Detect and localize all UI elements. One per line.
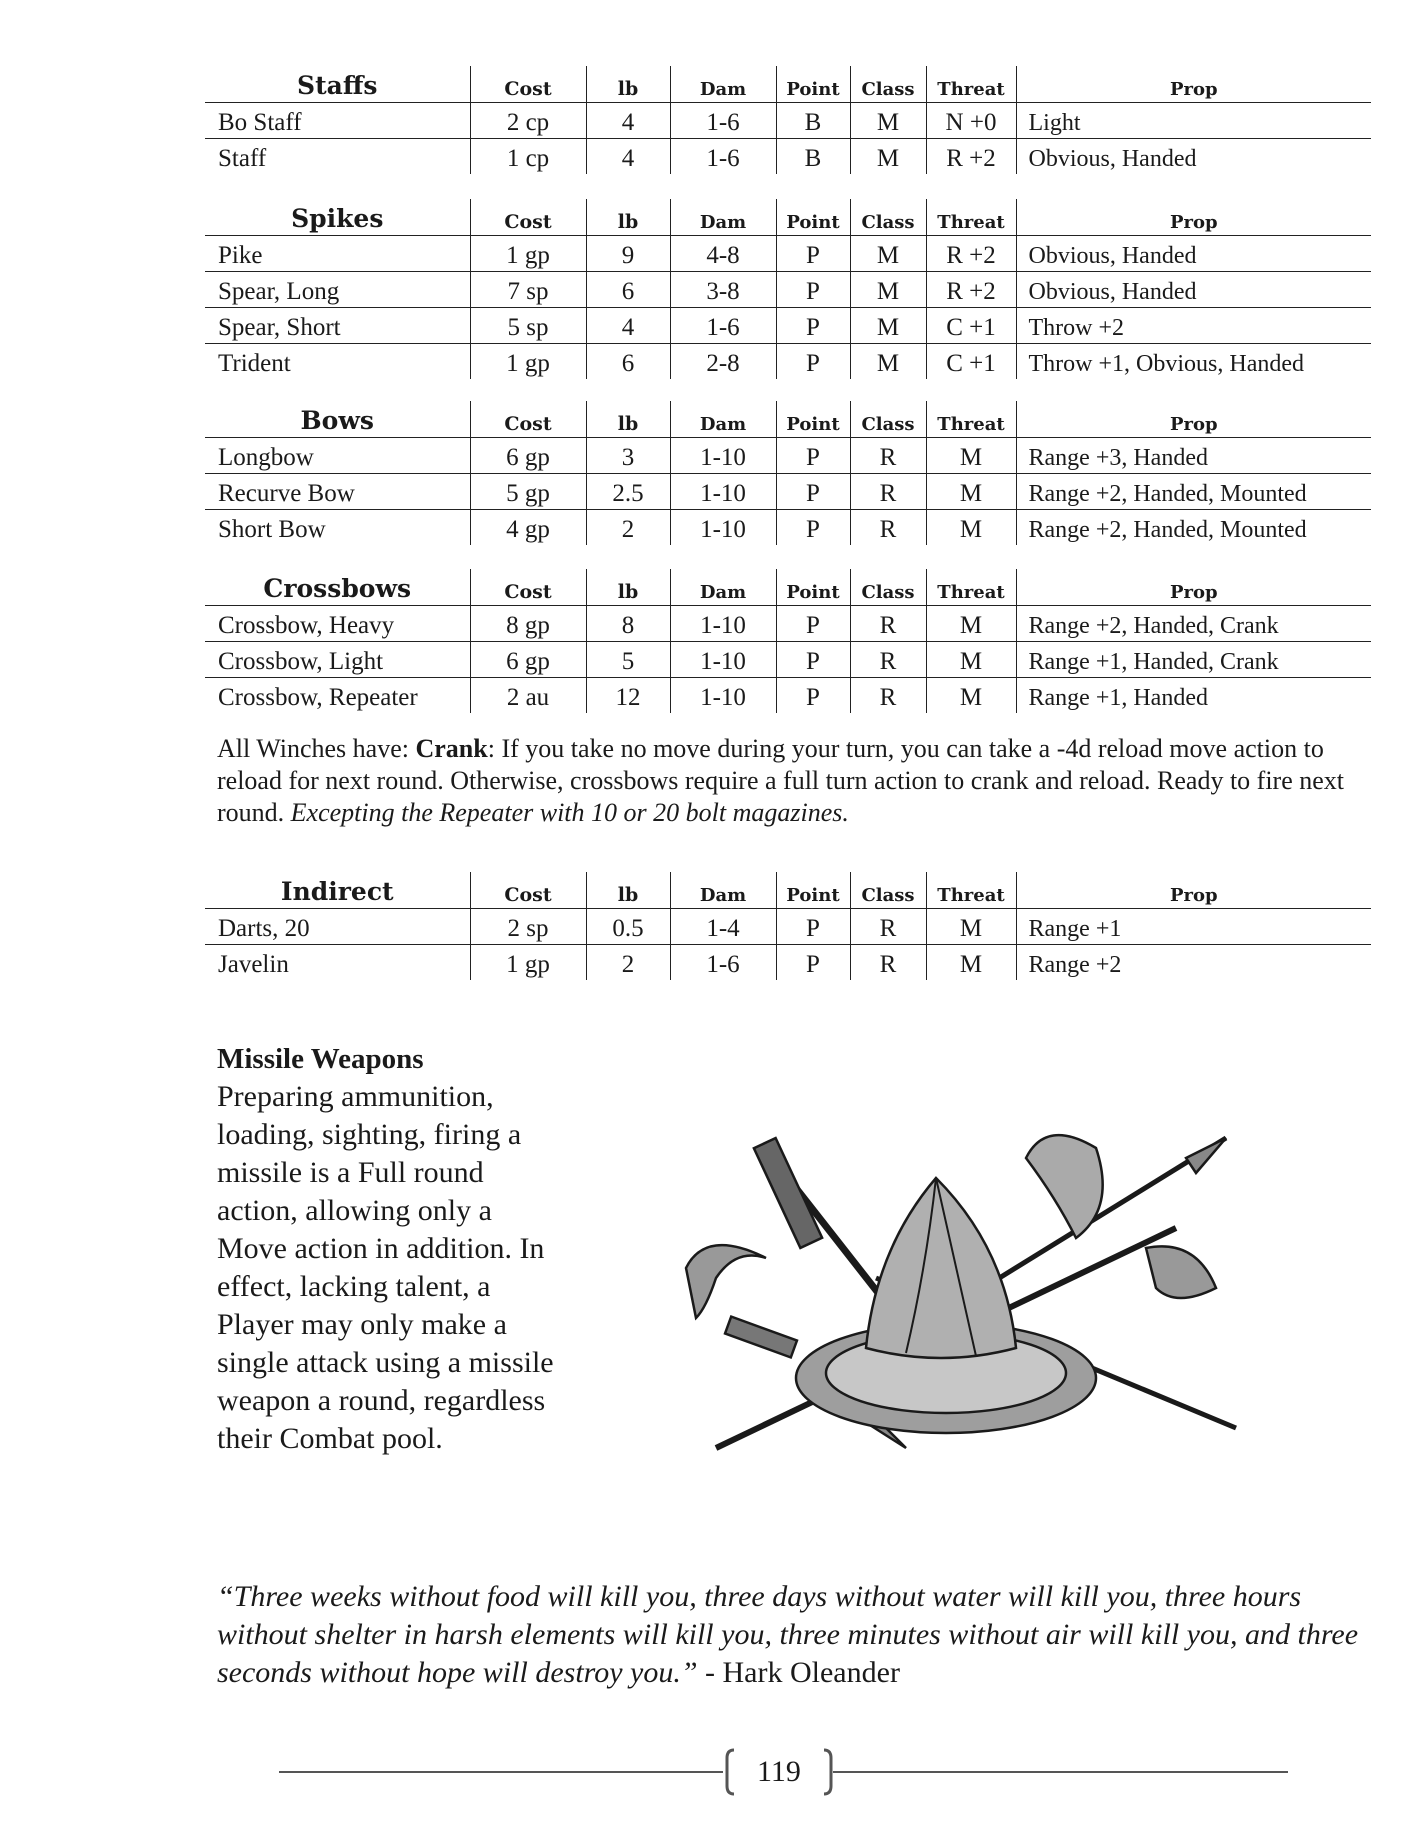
cell: 8 xyxy=(586,606,670,642)
cell: P xyxy=(776,606,850,642)
col-header: Class xyxy=(850,872,926,909)
cell: M xyxy=(926,474,1016,510)
cell: 1-6 xyxy=(670,103,776,139)
quote-attribution: - Hark Oleander xyxy=(697,1656,900,1689)
cell: Range +1, Handed, Crank xyxy=(1016,642,1371,678)
missile-heading: Missile Weapons xyxy=(217,1043,424,1075)
footer-rule-left xyxy=(279,1771,723,1773)
cell: M xyxy=(850,344,926,380)
col-header: Dam xyxy=(670,569,776,606)
missile-body: Preparing ammunition, loading, sighting, firing a missile is a Full round action, allowing only a Move action in addition. In effect, lacking talent, a Player may only make a single attack using a missile weapon a round, regardless their Combat pool. xyxy=(217,1080,554,1455)
cell: 2 sp xyxy=(470,909,586,945)
group-name: Staffs xyxy=(297,71,378,100)
cell: 0.5 xyxy=(586,909,670,945)
table-row xyxy=(205,139,1371,175)
col-header: Point xyxy=(776,872,850,909)
col-header: lb xyxy=(586,66,670,103)
group-name: Spikes xyxy=(291,204,384,233)
cell: Pike xyxy=(218,242,263,269)
cell: P xyxy=(776,510,850,546)
cell: 1-4 xyxy=(670,909,776,945)
col-header: lb xyxy=(586,401,670,438)
quote-text: “Three weeks without food will kill you, three days without water will kill you, three hours without shelter in harsh elements will kill you, three minutes without air will kill you, and three seconds without hope will destroy you.” xyxy=(217,1580,1359,1689)
cell: Obvious, Handed xyxy=(1016,272,1371,308)
cell: 2.5 xyxy=(586,474,670,510)
cell: P xyxy=(776,474,850,510)
col-header: Class xyxy=(850,199,926,236)
cell: R xyxy=(850,474,926,510)
col-header: Point xyxy=(776,199,850,236)
cell: 1-6 xyxy=(670,945,776,981)
table-row xyxy=(205,678,1371,714)
cell: 6 xyxy=(586,272,670,308)
cell: 4 xyxy=(586,308,670,344)
cell: Throw +2 xyxy=(1016,308,1371,344)
table-row xyxy=(205,606,1371,642)
col-header: Cost xyxy=(470,401,586,438)
cell: 3 xyxy=(586,438,670,474)
cell: 3-8 xyxy=(670,272,776,308)
bows-table xyxy=(205,401,1371,545)
cell: M xyxy=(850,139,926,175)
cell: 6 xyxy=(586,344,670,380)
cell: Range +2, Handed, Mounted xyxy=(1016,510,1371,546)
cell: Throw +1, Obvious, Handed xyxy=(1016,344,1371,380)
cell: Staff xyxy=(218,145,267,172)
cell: 1 gp xyxy=(470,236,586,272)
cell: Crossbow, Repeater xyxy=(218,684,418,711)
cell: Range +1, Handed xyxy=(1016,678,1371,714)
col-header: Threat xyxy=(926,66,1016,103)
cell: Longbow xyxy=(218,444,314,471)
missile-weapons-section xyxy=(217,1040,557,1458)
cell: Obvious, Handed xyxy=(1016,236,1371,272)
weapons-helmet-shield-icon xyxy=(676,1118,1276,1478)
col-header: Prop xyxy=(1016,66,1371,103)
cell: 5 sp xyxy=(470,308,586,344)
group-name: Bows xyxy=(300,406,374,435)
cell: 1-10 xyxy=(670,474,776,510)
col-header: Dam xyxy=(670,66,776,103)
col-header: Threat xyxy=(926,199,1016,236)
quote xyxy=(217,1578,1377,1692)
table-header-row xyxy=(205,66,1371,103)
group-name: Crossbows xyxy=(263,574,412,603)
col-header: Prop xyxy=(1016,872,1371,909)
table-row xyxy=(205,103,1371,139)
cell: P xyxy=(776,344,850,380)
table-row xyxy=(205,236,1371,272)
cell: 2 cp xyxy=(470,103,586,139)
cell: 6 gp xyxy=(470,438,586,474)
cell: R xyxy=(850,510,926,546)
cell: 1-10 xyxy=(670,642,776,678)
cell: Crossbow, Heavy xyxy=(218,612,395,639)
cell: P xyxy=(776,236,850,272)
cell: Range +2, Handed, Mounted xyxy=(1016,474,1371,510)
cell: M xyxy=(850,308,926,344)
cell: 1-6 xyxy=(670,139,776,175)
cell: Range +1 xyxy=(1016,909,1371,945)
cell: M xyxy=(926,642,1016,678)
cell: 4 xyxy=(586,139,670,175)
cell: 1-10 xyxy=(670,510,776,546)
cell: 5 gp xyxy=(470,474,586,510)
crank-note xyxy=(217,733,1367,829)
table-row xyxy=(205,438,1371,474)
col-header: Cost xyxy=(470,872,586,909)
cell: 4 gp xyxy=(470,510,586,546)
cell: Obvious, Handed xyxy=(1016,139,1371,175)
table-row xyxy=(205,909,1371,945)
cell: 12 xyxy=(586,678,670,714)
cell: M xyxy=(926,510,1016,546)
cell: R xyxy=(850,909,926,945)
cell: N +0 xyxy=(926,103,1016,139)
cell: M xyxy=(850,236,926,272)
col-header: Dam xyxy=(670,872,776,909)
cell: P xyxy=(776,945,850,981)
table-row xyxy=(205,272,1371,308)
col-header: Point xyxy=(776,66,850,103)
cell: Light xyxy=(1016,103,1371,139)
cell: 2 au xyxy=(470,678,586,714)
indirect-table xyxy=(205,872,1371,980)
cell: Recurve Bow xyxy=(218,480,355,507)
cell: R +2 xyxy=(926,272,1016,308)
cell: Crossbow, Light xyxy=(218,648,384,675)
note-lead: All Winches have: xyxy=(217,734,416,763)
cell: M xyxy=(850,272,926,308)
cell: P xyxy=(776,272,850,308)
cell: 2-8 xyxy=(670,344,776,380)
col-header: Prop xyxy=(1016,569,1371,606)
cell: 2 xyxy=(586,945,670,981)
cell: Javelin xyxy=(218,951,289,978)
cell: Range +2 xyxy=(1016,945,1371,981)
cell: P xyxy=(776,678,850,714)
col-header: lb xyxy=(586,199,670,236)
cell: P xyxy=(776,642,850,678)
col-header: Class xyxy=(850,569,926,606)
cell: C +1 xyxy=(926,344,1016,380)
cell: P xyxy=(776,438,850,474)
col-header: Class xyxy=(850,66,926,103)
cell: 4 xyxy=(586,103,670,139)
cell: Range +3, Handed xyxy=(1016,438,1371,474)
col-header: Threat xyxy=(926,401,1016,438)
cell: 1-10 xyxy=(670,606,776,642)
col-header: Point xyxy=(776,569,850,606)
col-header: Cost xyxy=(470,569,586,606)
col-header: Threat xyxy=(926,569,1016,606)
cell: Short Bow xyxy=(218,516,326,543)
col-header: Threat xyxy=(926,872,1016,909)
cell: M xyxy=(850,103,926,139)
spikes-table xyxy=(205,199,1371,379)
cell: 1 gp xyxy=(470,945,586,981)
col-header: Class xyxy=(850,401,926,438)
cell: 1 gp xyxy=(470,344,586,380)
table-row xyxy=(205,474,1371,510)
cell: R xyxy=(850,945,926,981)
col-header: Cost xyxy=(470,199,586,236)
table-header-row xyxy=(205,199,1371,236)
col-header: Dam xyxy=(670,199,776,236)
cell: M xyxy=(926,606,1016,642)
cell: C +1 xyxy=(926,308,1016,344)
cell: 4-8 xyxy=(670,236,776,272)
col-header: Point xyxy=(776,401,850,438)
cell: M xyxy=(926,945,1016,981)
cell: Bo Staff xyxy=(218,109,302,136)
page-number: 119 xyxy=(757,1755,801,1788)
cell: 1-6 xyxy=(670,308,776,344)
group-name: Indirect xyxy=(280,877,394,906)
cell: B xyxy=(776,103,850,139)
cell: B xyxy=(776,139,850,175)
cell: R +2 xyxy=(926,236,1016,272)
cell: Range +2, Handed, Crank xyxy=(1016,606,1371,642)
cell: 1-10 xyxy=(670,678,776,714)
col-header: Prop xyxy=(1016,199,1371,236)
table-header-row xyxy=(205,401,1371,438)
cell: M xyxy=(926,909,1016,945)
cell: R xyxy=(850,642,926,678)
cell: 9 xyxy=(586,236,670,272)
col-header: Prop xyxy=(1016,401,1371,438)
cell: Darts, 20 xyxy=(218,915,310,942)
col-header: Dam xyxy=(670,401,776,438)
cell: P xyxy=(776,308,850,344)
cell: 8 gp xyxy=(470,606,586,642)
table-row xyxy=(205,642,1371,678)
cell: R xyxy=(850,678,926,714)
cell: 1 cp xyxy=(470,139,586,175)
cell: 1-10 xyxy=(670,438,776,474)
cell: P xyxy=(776,909,850,945)
cell: 7 sp xyxy=(470,272,586,308)
cell: Spear, Short xyxy=(218,314,341,341)
cell: R xyxy=(850,606,926,642)
table-row xyxy=(205,344,1371,380)
col-header: Cost xyxy=(470,66,586,103)
note-term: Crank xyxy=(415,734,488,763)
col-header: lb xyxy=(586,872,670,909)
cell: M xyxy=(926,438,1016,474)
col-header: lb xyxy=(586,569,670,606)
note-body: : If you take no move during your turn, you can take a -4d reload move action to reload for next round. Otherwise, crossbows require a full turn action to crank and reload. Ready to fire next round. xyxy=(217,734,1345,827)
cell: 6 gp xyxy=(470,642,586,678)
footer-rule-right xyxy=(833,1771,1288,1773)
cell: 2 xyxy=(586,510,670,546)
crossbows-table xyxy=(205,569,1371,713)
cell: Spear, Long xyxy=(218,278,340,305)
cell: R +2 xyxy=(926,139,1016,175)
table-row xyxy=(205,308,1371,344)
table-header-row xyxy=(205,569,1371,606)
cell: 5 xyxy=(586,642,670,678)
note-italic: Excepting the Repeater with 10 or 20 bolt magazines. xyxy=(290,798,849,827)
cell: M xyxy=(926,678,1016,714)
cell: Trident xyxy=(218,350,291,377)
table-row xyxy=(205,510,1371,546)
cell: R xyxy=(850,438,926,474)
staffs-table xyxy=(205,66,1371,174)
table-row xyxy=(205,945,1371,981)
table-header-row xyxy=(205,872,1371,909)
